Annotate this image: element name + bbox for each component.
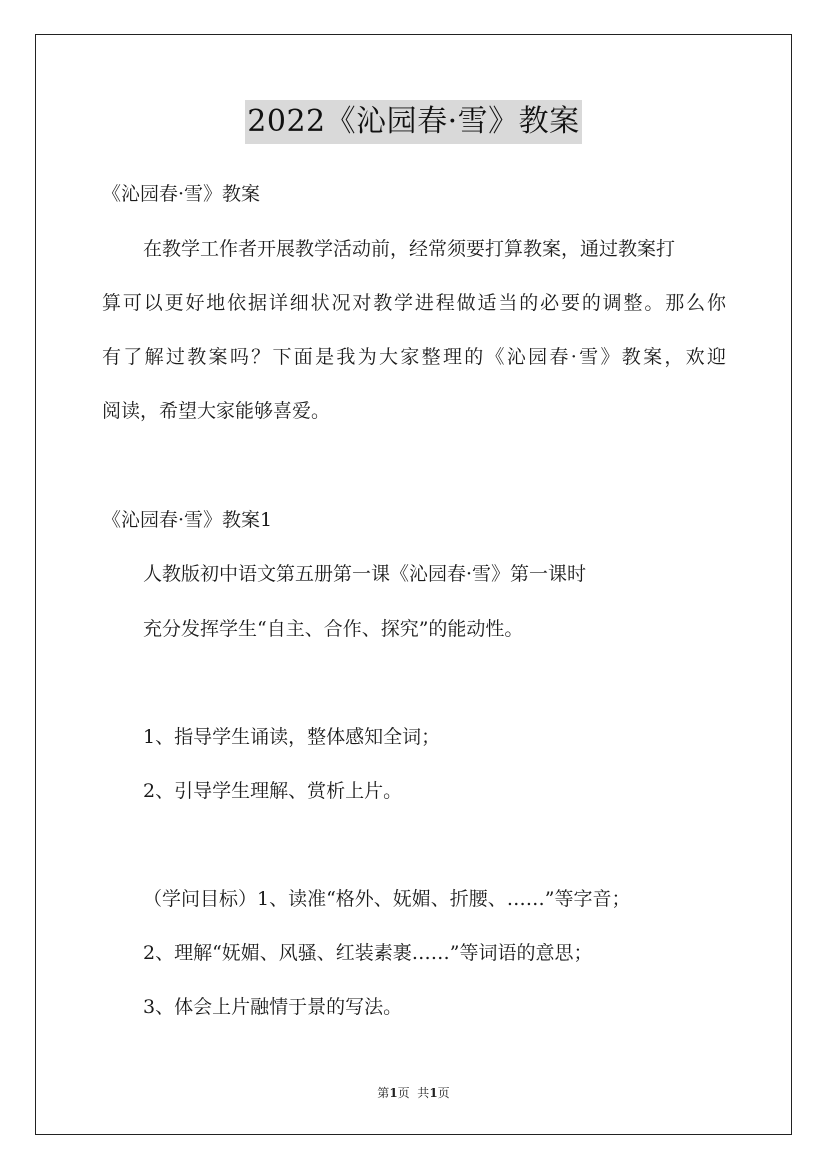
footer-page-mid: 页 共 — [397, 1086, 430, 1100]
page-footer — [0, 1085, 827, 1101]
footer-page-total: 1 — [429, 1086, 438, 1100]
goal-line-2: 2、引导学生理解、赏析上片。 — [143, 780, 403, 802]
goal-line-1: 1、指导学生诵读，整体感知全词； — [143, 726, 441, 748]
knowledge-line-3: 3、体会上片融情于景的写法。 — [143, 996, 403, 1018]
section-heading: 《沁园春·雪》教案1 — [102, 509, 273, 531]
lesson-line-2: 充分发挥学生“自主、合作、探究”的能动性。 — [143, 618, 524, 640]
title-container — [0, 100, 827, 144]
intro-line-3: 有了解过教案吗？下面是我为大家整理的《沁园春·雪》教案，欢迎 — [102, 346, 726, 368]
knowledge-line-1: （学问目标）1、读准“格外、妩媚、折腰、……”等字音； — [143, 888, 631, 910]
lesson-line-1: 人教版初中语文第五册第一课《沁园春·雪》第一课时 — [143, 563, 587, 585]
footer-page-prefix: 第 — [377, 1086, 390, 1100]
footer-page-current: 1 — [389, 1086, 398, 1100]
footer-page-suffix: 页 — [437, 1086, 450, 1100]
intro-line-4: 阅读，希望大家能够喜爱。 — [102, 400, 331, 422]
intro-line-1: 在教学工作者开展教学活动前，经常须要打算教案，通过教案打 — [143, 238, 676, 260]
intro-line-2: 算可以更好地依据详细状况对教学进程做适当的必要的调整。那么你 — [102, 292, 726, 314]
document-title: 2022《沁园春·雪》教案 — [245, 100, 581, 144]
document-subtitle: 《沁园春·雪》教案 — [102, 183, 261, 205]
knowledge-line-2: 2、理解“妩媚、风骚、红装素裹……”等词语的意思； — [143, 942, 593, 964]
